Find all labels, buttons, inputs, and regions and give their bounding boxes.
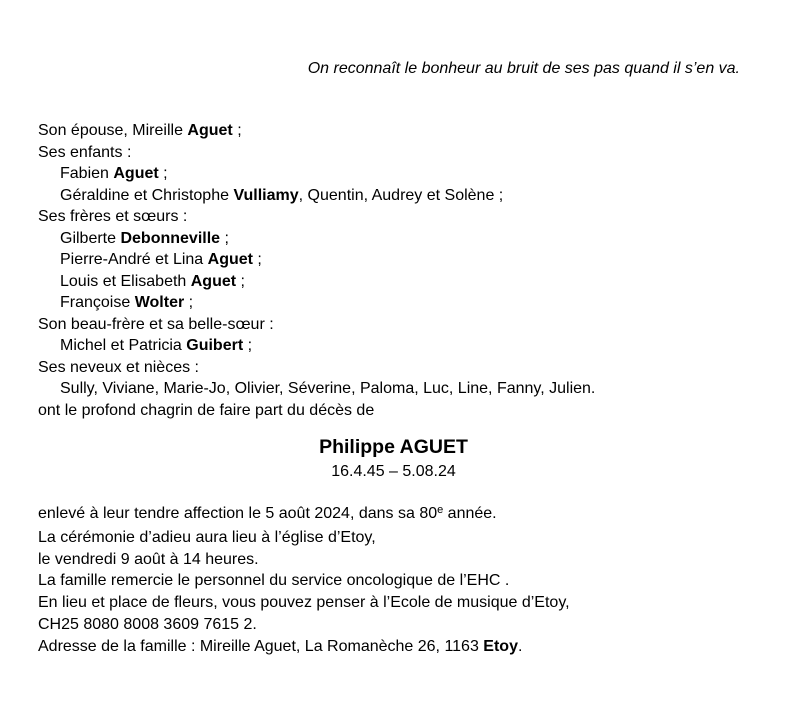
text-segment: Sully, Viviane, Marie-Jo, Olivier, Séverine, Paloma, Luc, Line, Fanny, Julien.	[60, 380, 596, 397]
text-segment: ;	[232, 122, 242, 139]
surname-bold: Etoy	[483, 637, 518, 655]
text-line	[38, 271, 767, 293]
text-segment: Françoise	[60, 294, 135, 311]
text-segment: le vendredi 9 août à 14 heures.	[38, 550, 259, 568]
text-segment: année.	[443, 505, 497, 522]
surname-bold: Aguet	[113, 165, 159, 182]
text-line	[38, 378, 767, 400]
text-line	[38, 592, 767, 614]
text-line	[38, 163, 767, 185]
surname-bold: Debonneville	[120, 229, 221, 247]
text-line	[38, 142, 767, 164]
text-segment: Son épouse, Mireille	[38, 122, 188, 139]
text-segment: Géraldine et Christophe	[60, 186, 234, 204]
text-segment: Pierre-André et Lina	[60, 251, 208, 268]
text-segment: La cérémonie d’adieu aura lieu à l’église d’Etoy,	[38, 528, 376, 546]
text-segment: Ses neveux et nièces :	[38, 358, 199, 376]
epigraph-quote: On reconnaît le bonheur au bruit de ses pas quand il s’en va.	[307, 60, 740, 77]
text-segment: Fabien	[60, 165, 114, 182]
text-segment: CH25 8080 8008 3609 7615 2.	[38, 615, 257, 633]
surname-bold: Wolter	[134, 294, 185, 311]
text-segment: La famille remercie le personnel du service oncologique de l’EHC .	[38, 572, 510, 590]
text-segment: Ses enfants :	[38, 143, 132, 161]
surname-bold: Aguet	[207, 251, 253, 268]
text-line	[38, 314, 767, 336]
text-line	[38, 292, 767, 314]
text-segment: En lieu et place de fleurs, vous pouvez penser à l’Ecole de musique d’Etoy,	[38, 594, 570, 612]
text-segment: ;	[158, 165, 168, 182]
text-line	[38, 228, 767, 250]
text-segment: Adresse de la famille : Mireille Aguet, La Romanèche 26, 1163	[38, 637, 484, 655]
deceased-dates: 16.4.45 – 5.08.24	[331, 463, 456, 480]
text-line	[38, 249, 767, 271]
text-segment: ;	[184, 294, 194, 311]
text-line	[38, 614, 767, 636]
text-line	[38, 185, 767, 207]
text-line	[38, 400, 767, 422]
family-lines	[38, 120, 767, 421]
text-segment: .	[517, 637, 523, 655]
deceased-name: Philippe AGUET	[319, 436, 468, 458]
text-segment: Louis et Elisabeth	[60, 272, 191, 290]
text-line	[38, 335, 767, 357]
deceased-block	[0, 436, 787, 482]
text-line	[38, 570, 767, 592]
text-segment: ;	[243, 337, 253, 354]
text-segment: ;	[252, 251, 262, 268]
text-segment: , Quentin, Audrey et Solène ;	[298, 186, 504, 204]
details-lines	[38, 503, 767, 658]
text-segment: enlevé à leur tendre affection le 5 août 2024, dans sa 80	[38, 505, 438, 522]
text-line	[38, 549, 767, 571]
surname-bold: Aguet	[187, 122, 233, 139]
text-line	[38, 120, 767, 142]
text-segment: Michel et Patricia	[60, 337, 187, 354]
surname-bold: Aguet	[190, 272, 237, 290]
text-line	[38, 357, 767, 379]
text-segment: ;	[220, 229, 229, 247]
text-segment: Son beau-frère et sa belle-sœur :	[38, 315, 274, 333]
text-segment: ont le profond chagrin de faire part du décès de	[38, 401, 375, 419]
text-segment: ;	[236, 272, 245, 290]
text-segment: Ses frères et sœurs :	[38, 208, 188, 225]
text-line	[38, 206, 767, 228]
text-line	[38, 636, 767, 658]
text-line	[38, 527, 767, 549]
text-line	[38, 503, 767, 527]
text-segment: e	[437, 504, 444, 516]
surname-bold: Guibert	[186, 337, 244, 354]
surname-bold: Vulliamy	[233, 186, 299, 204]
text-segment: Gilberte	[60, 229, 121, 247]
